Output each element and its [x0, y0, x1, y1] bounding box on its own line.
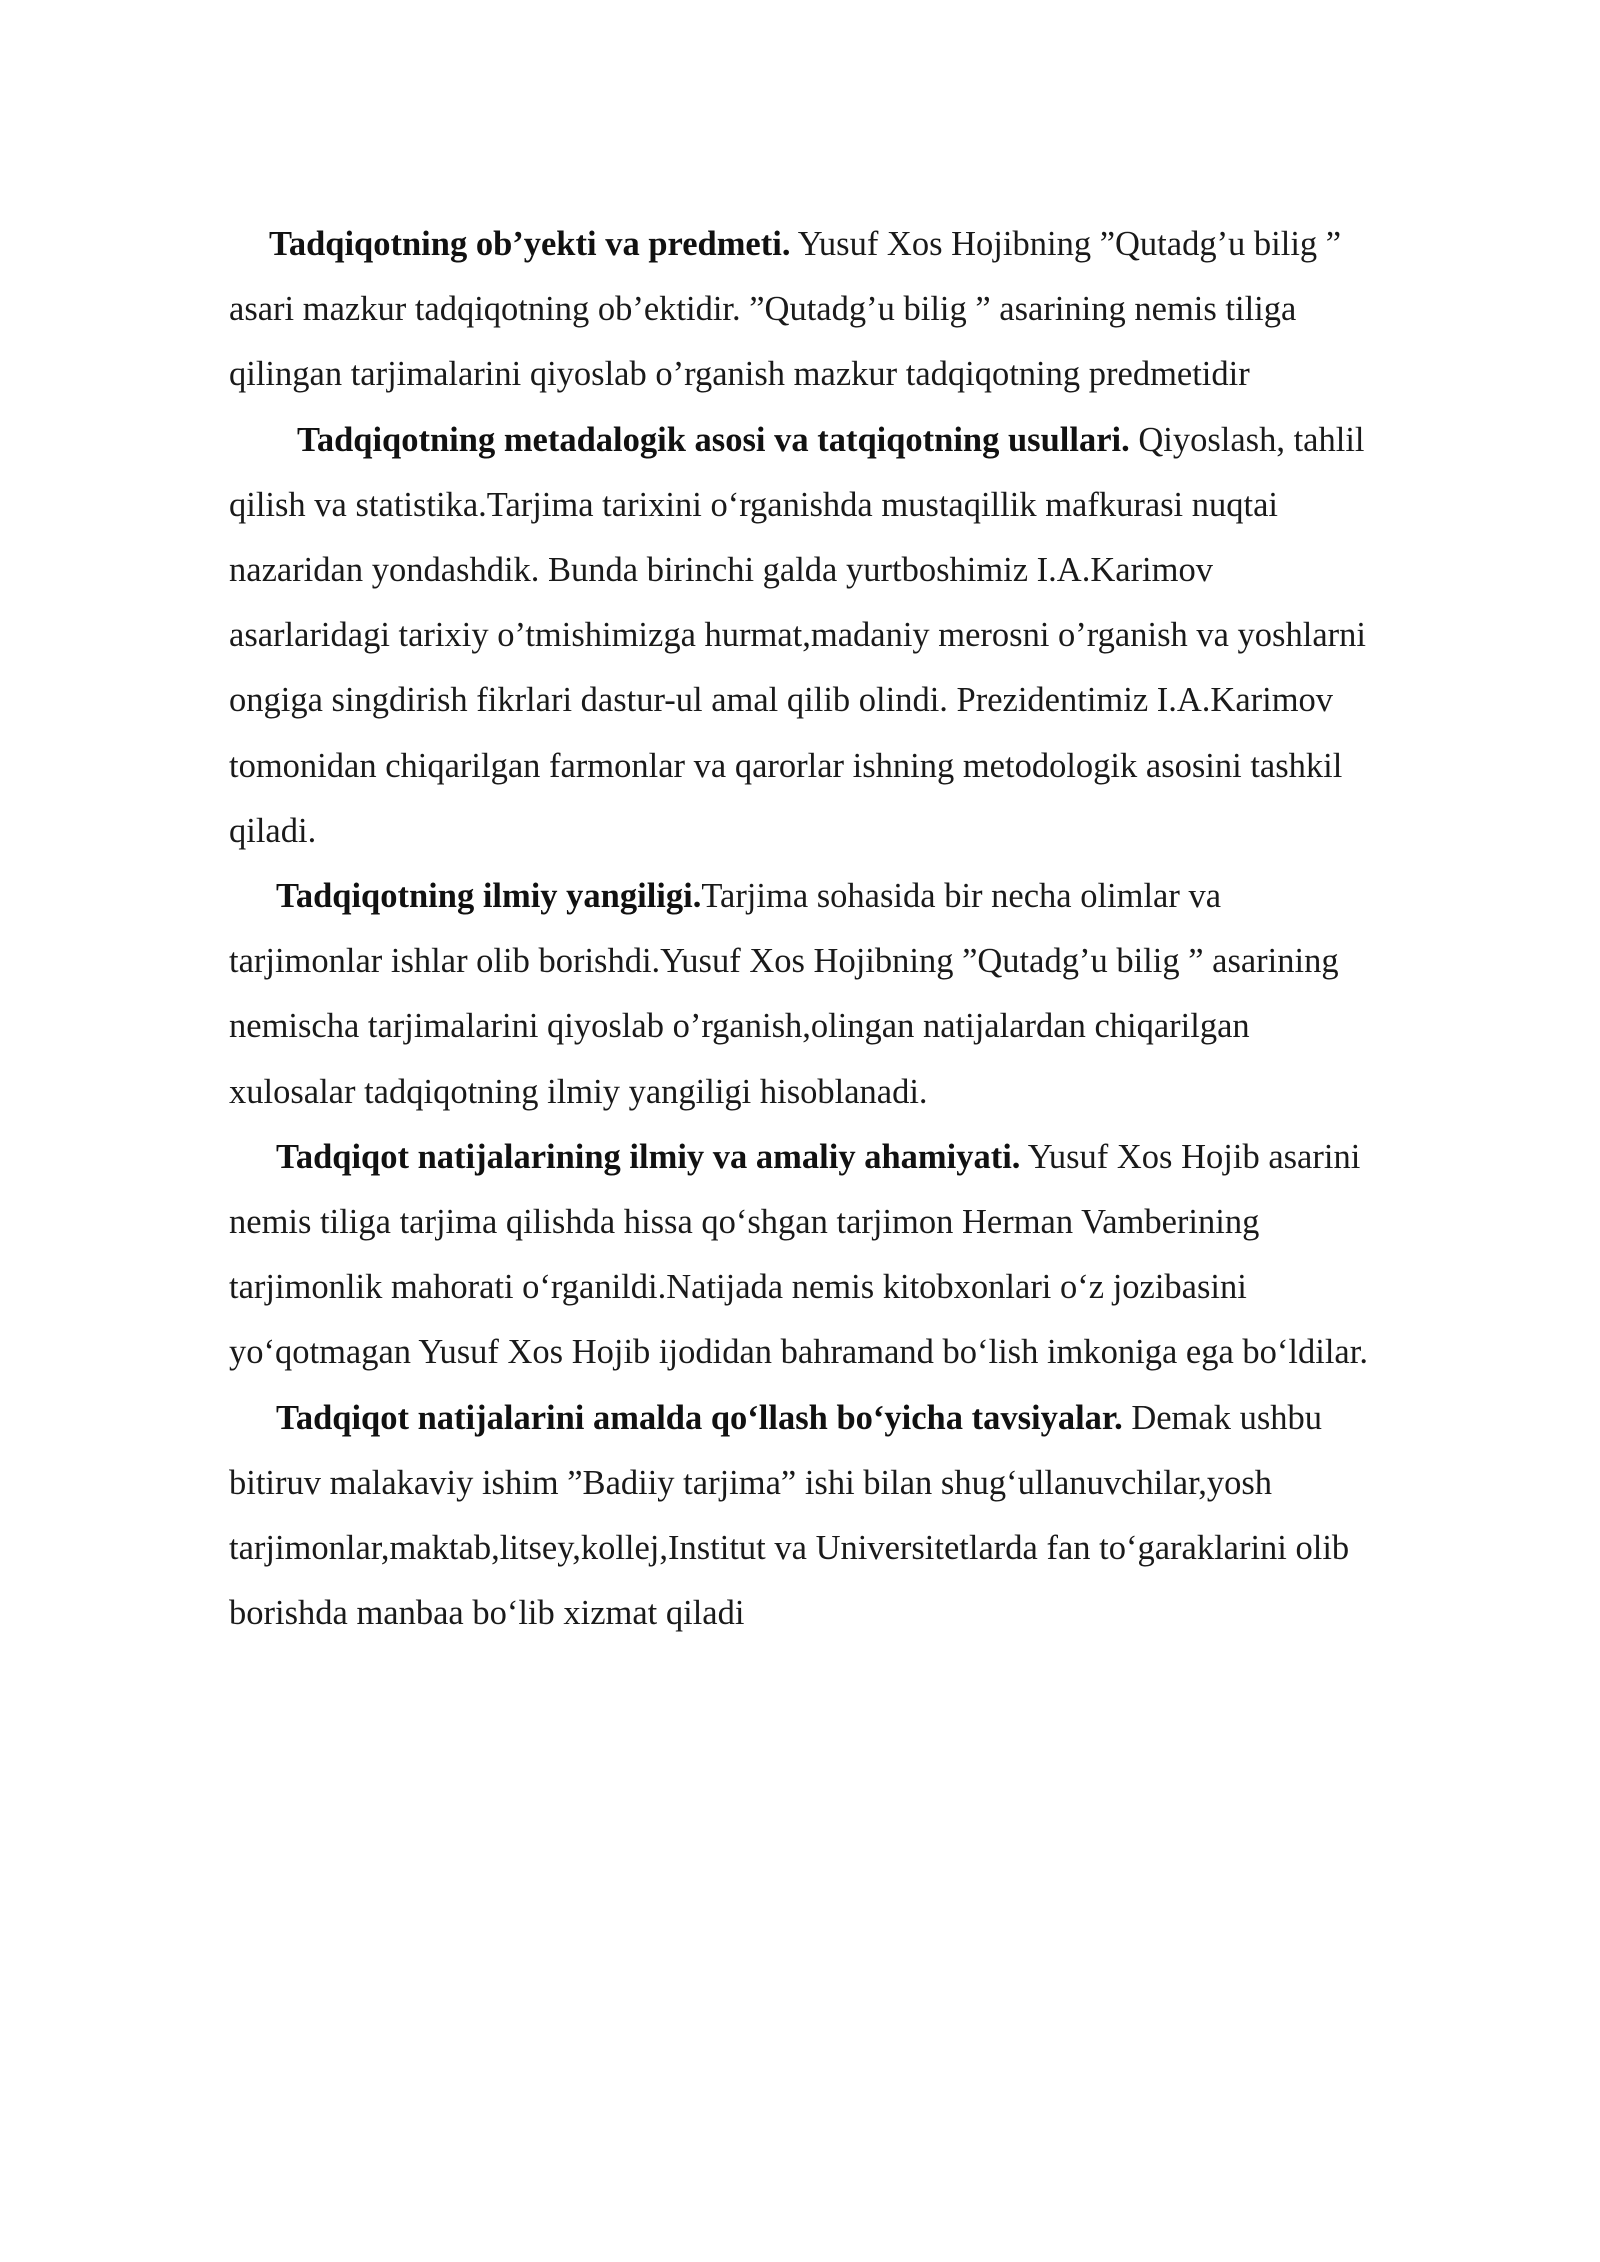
paragraph-line: nemischa tarjimalarini qiyoslab o’rganish,olingan natijalardan chiqarilgan [229, 1007, 1250, 1046]
paragraph-text: Qiyoslash, tahlil [1129, 420, 1365, 459]
paragraph-first-line [229, 212, 1491, 277]
paragraph-first-line [229, 864, 1491, 929]
paragraph-heading: Tadqiqotning ilmiy yangiligi. [276, 877, 702, 916]
paragraph-line: nazaridan yondashdik. Bunda birinchi galda yurtboshimiz I.A.Karimov [229, 551, 1213, 590]
paragraph-heading: Tadqiqotning ob’yekti va predmeti. [269, 225, 791, 263]
paragraph-line: nemis tiliga tarjima qilishda hissa qo‘shgan tarjimon Herman Vamberining [229, 1203, 1260, 1242]
paragraph-line: tarjimonlik mahorati o‘rganildi.Natijada nemis kitobxonlari o‘z jozibasini [229, 1268, 1247, 1307]
paragraph-line: tomonidan chiqarilgan farmonlar va qarorlar ishning metodologik asosini tashkil [229, 746, 1343, 785]
paragraph-line: tarjimonlar ishlar olib borishdi.Yusuf Xos Hojibning ”Qutadg’u bilig ” asarining [229, 942, 1339, 981]
paragraph-line: qiladi. [229, 811, 317, 850]
paragraph-heading: Tadqiqotning metadalogik asosi va tatqiqotning usullari. [297, 420, 1130, 459]
paragraph-text: Tarjima sohasida bir necha olimlar va [701, 877, 1222, 916]
paragraph-significance [229, 1125, 1491, 1386]
paragraph-line: bitiruv malakaviy ishim ”Badiiy tarjima” ishi bilan shug‘ullanuvchilar,yosh [229, 1463, 1273, 1502]
paragraph-line: asari mazkur tadqiqotning ob’ektidir. ”Qutadg’u bilig ” asarining nemis tiliga [229, 290, 1297, 329]
paragraph-first-line [229, 1125, 1491, 1190]
paragraph-line: ongiga singdirish fikrlari dastur-ul amal qilib olindi. Prezidentimiz I.A.Karimov [229, 681, 1334, 720]
paragraph-text: Yusuf Xos Hojibning ”Qutadg’u bilig ” [790, 225, 1342, 263]
paragraph-methodology [229, 408, 1491, 864]
paragraph-object-subject [229, 212, 1491, 408]
paragraph-scientific-novelty [229, 864, 1491, 1125]
document-body [229, 212, 1491, 1646]
paragraph-first-line [229, 408, 1491, 473]
paragraph-line: qilingan tarjimalarini qiyoslab o’rganish mazkur tadqiqotning predmetidir [229, 355, 1250, 394]
paragraph-line: borishda manbaa bo‘lib xizmat qiladi [229, 1594, 745, 1633]
paragraph-text: Yusuf Xos Hojib asarini [1020, 1137, 1361, 1176]
paragraph-line: asarlaridagi tarixiy o’tmishimizga hurmat,madaniy merosni o’rganish va yoshlarni [229, 616, 1366, 655]
paragraph-line: tarjimonlar,maktab,litsey,kollej,Institut va Universitetlarda fan to‘garaklarini olib [229, 1529, 1350, 1568]
paragraph-line: yo‘qotmagan Yusuf Xos Hojib ijodidan bahramand bo‘lish imkoniga ega bo‘ldilar. [229, 1333, 1368, 1372]
paragraph-line: xulosalar tadqiqotning ilmiy yangiligi hisoblanadi. [229, 1072, 928, 1111]
paragraph-heading: Tadqiqot natijalarini amalda qo‘llash bo‘yicha tavsiyalar. [276, 1398, 1123, 1437]
paragraph-heading: Tadqiqot natijalarining ilmiy va amaliy ahamiyati. [276, 1137, 1021, 1176]
paragraph-line: qilish va statistika.Tarjima tarixini o‘rganishda mustaqillik mafkurasi nuqtai [229, 485, 1278, 524]
paragraph-recommendations [229, 1386, 1491, 1647]
paragraph-text: Demak ushbu [1122, 1398, 1323, 1437]
paragraph-first-line [229, 1386, 1491, 1451]
